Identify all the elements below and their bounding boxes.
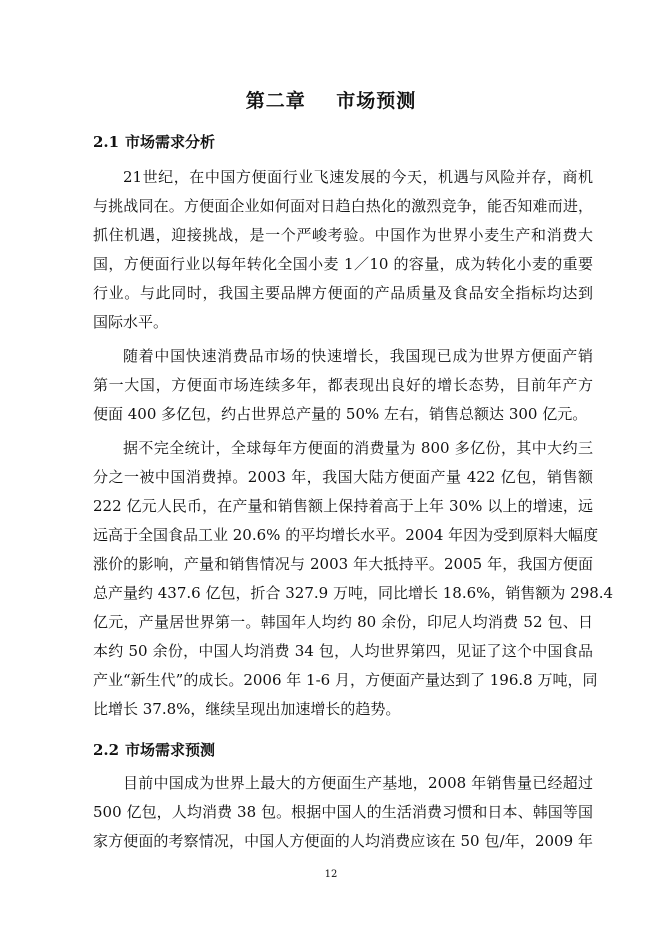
body-line: 随着中国快速消费品市场的快速增长，我国现已成为世界方便面产销 — [123, 347, 593, 365]
body-line: 国际水平。 — [93, 313, 169, 331]
body-line: 行业。与此同时，我国主要品牌方便面的产品质量及食品安全指标均达到 — [93, 284, 593, 302]
section-number: 2.1 — [93, 133, 120, 151]
body-line: 远高于全国食品工业 20.6% 的平均增长水平。2004 年因为受到原料大幅度 — [93, 526, 599, 544]
chapter-title: 第二章 市场预测 — [245, 90, 417, 112]
body-line: 家方便面的考察情况，中国人方便面的人均消费应该在 50 包/年，2009 年 — [93, 832, 593, 850]
section-heading-2-1 — [93, 131, 215, 152]
body-line: 222 亿元人民币，在产量和销售额上保持着高于上年 30% 以上的增速，远 — [93, 497, 593, 515]
body-line: 分之一被中国消费掉。2003 年，我国大陆方便面产量 422 亿包，销售额 — [93, 468, 593, 486]
body-line: 与挑战同在。方便面企业如何面对日趋白热化的激烈竞争，能否知难而进， — [93, 197, 593, 215]
body-line: 国，方便面行业以每年转化全国小麦 1／10 的容量，成为转化小麦的重要 — [93, 255, 593, 273]
section-title: 市场需求分析 — [125, 133, 216, 151]
body-line: 便面 400 多亿包，约占世界总产量的 50% 左右，销售总额达 300 亿元。 — [93, 405, 588, 423]
body-line: 总产量约 437.6 亿包，折合 327.9 万吨，同比增长 18.6%，销售额为 298.4 — [93, 584, 614, 602]
section-number: 2.2 — [93, 741, 120, 759]
body-line: 产业“新生代”的成长。2006 年 1-6 月，方便面产量达到了 196.8 万吨，同 — [93, 671, 598, 689]
body-line: 比增长 37.8%，继续呈现出加速增长的趋势。 — [93, 700, 401, 718]
body-line: 据不完全统计，全球每年方便面的消费量为 800 多亿份，其中大约三 — [123, 439, 593, 457]
body-line: 21世纪，在中国方便面行业飞速发展的今天，机遇与风险并存，商机 — [123, 168, 593, 186]
section-title: 市场需求预测 — [125, 741, 216, 759]
body-line: 500 亿包，人均消费 38 包。根据中国人的生活消费习惯和日本、韩国等国 — [93, 803, 593, 821]
body-line: 涨价的影响，产量和销售情况与 2003 年大抵持平。2005 年，我国方便面 — [93, 555, 593, 573]
body-line: 目前中国成为世界上最大的方便面生产基地，2008 年销售量已经超过 — [123, 774, 593, 792]
page-number: 12 — [324, 869, 338, 880]
body-line: 抓住机遇，迎接挑战，是一个严峻考验。中国作为世界小麦生产和消费大 — [93, 226, 593, 244]
body-line: 本约 50 余份，中国人均消费 34 包，人均世界第四，见证了这个中国食品 — [93, 642, 593, 660]
body-line: 亿元，产量居世界第一。韩国年人均约 80 余份，印尼人均消费 52 包、日 — [93, 613, 593, 631]
section-heading-2-2 — [93, 739, 215, 760]
body-line: 第一大国，方便面市场连续多年，都表现出良好的增长态势，目前年产方 — [93, 376, 593, 394]
